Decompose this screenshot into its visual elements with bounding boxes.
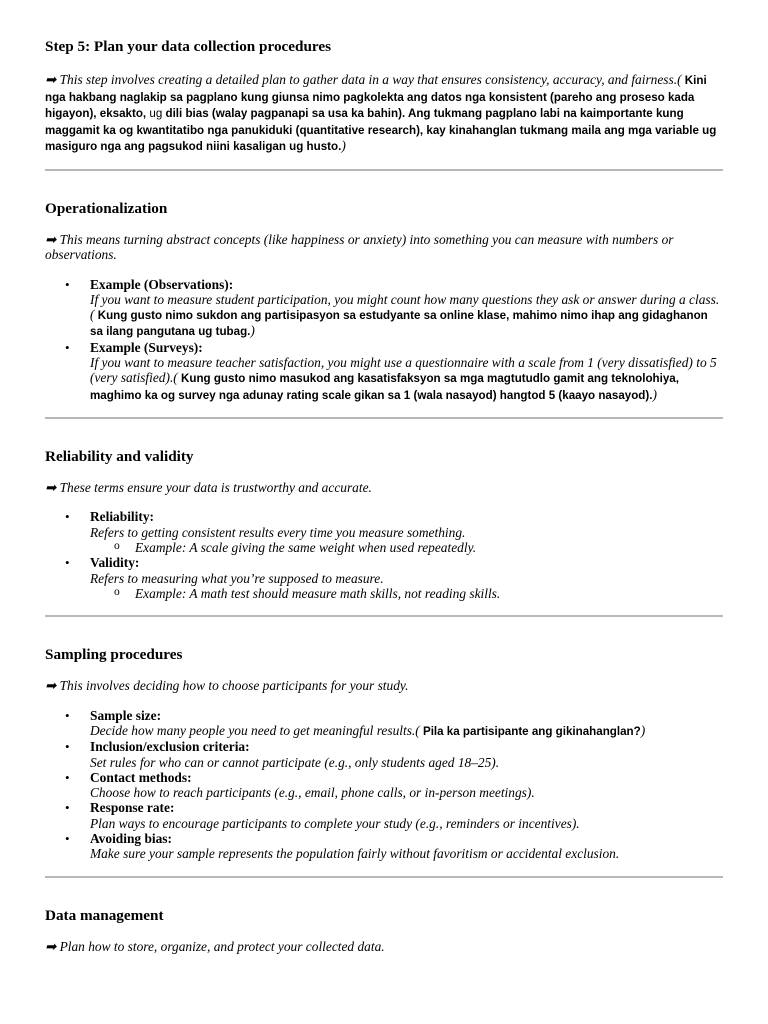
list-item: • Reliability: Refers to getting consistent results every time you measure something. o Example: A scale giving the same weight when used repeatedly. [45, 509, 723, 555]
reliability-heading: Reliability and validity [45, 447, 194, 465]
sub-list-item: o Example: A scale giving the same weight when used repeatedly. [90, 540, 723, 555]
data-management-heading: Data management [45, 906, 164, 924]
list-item: • Example (Surveys): If you want to measure teacher satisfaction, you might use a questionnaire with a scale from 1 (very dissatisfied) to 5 (very satisfied).( Kung gusto nimo masukod ang kasatisfaksyon sa mga magtutudlo gamit ang teknolohiya, maghimo ka og survey nga adunay rating scale gikan sa 1 (wala nasayod) hangtod 5 (kaayo nasayod).) [45, 340, 723, 403]
section-divider [45, 417, 723, 419]
operationalization-heading: Operationalization [45, 199, 168, 217]
sampling-intro: ➡ This involves deciding how to choose participants for your study. [45, 678, 409, 694]
arrow-icon: ➡ [45, 938, 57, 954]
list-item: • Inclusion/exclusion criteria: Set rules for who can or cannot participate (e.g., only students aged 18–25). [45, 739, 723, 770]
document-page [45, 38, 723, 954]
list-item: • Sample size: Decide how many people you need to get meaningful results.( Pila ka partisipante ang gikinahanglan?) [45, 708, 723, 740]
reliability-list [45, 509, 723, 601]
arrow-icon: ➡ [45, 678, 57, 694]
section-divider [45, 615, 723, 617]
arrow-icon: ➡ [45, 231, 57, 247]
step5-intro: ➡ This step involves creating a detailed plan to gather data in a way that ensures consistency, accuracy, and fairness.( Kini nga hakbang naglakip sa pagplano kung giunsa nimo pagkolekta ang datos nga konsistent (pareho ang proseso kada higayon), eksakto, ug dili bias (walay pagpanapi sa usa ka bahin). Ang tukmang pagplano labi na kaimportante kung maggamit ka og kwantitatibo nga panukiduki (quantitative research), kay kinahanglan tukmang maila ang mga variable ug masiguro nga ang pagsukod niini kasaligan ug husto.) [45, 72, 717, 153]
step5-heading: Step 5: Plan your data collection procedures [45, 38, 332, 55]
list-item: • Response rate: Plan ways to encourage participants to complete your study (e.g., reminders or incentives). [45, 800, 723, 831]
list-item: • Contact methods: Choose how to reach participants (e.g., email, phone calls, or in-person meetings). [45, 770, 723, 801]
data-management-intro: ➡ Plan how to store, organize, and protect your collected data. [45, 938, 385, 954]
list-item: • Example (Observations): If you want to measure student participation, you might count how many questions they ask or answer during a class.( Kung gusto nimo sukdon ang partisipasyon sa estudyante sa online klase, mahimo nimo ihap ang gidaghanon sa ilang pangutana ug tubag.) [45, 277, 723, 340]
sampling-list [45, 708, 723, 862]
section-divider [45, 876, 723, 878]
arrow-icon: ➡ [45, 72, 57, 87]
sampling-heading: Sampling procedures [45, 646, 183, 664]
list-item: • Avoiding bias: Make sure your sample represents the population fairly without favoritism or accidental exclusion. [45, 831, 723, 862]
sub-list-item: o Example: A math test should measure math skills, not reading skills. [90, 586, 723, 601]
operationalization-list [45, 277, 723, 403]
list-item: • Validity: Refers to measuring what you’re supposed to measure. o Example: A math test should measure math skills, not reading skills. [45, 555, 723, 601]
section-divider [45, 169, 723, 171]
arrow-icon: ➡ [45, 479, 57, 495]
operationalization-intro: ➡ This means turning abstract concepts (like happiness or anxiety) into something you can measure with numbers or observations. [45, 231, 674, 262]
reliability-intro: ➡ These terms ensure your data is trustworthy and accurate. [45, 479, 372, 495]
